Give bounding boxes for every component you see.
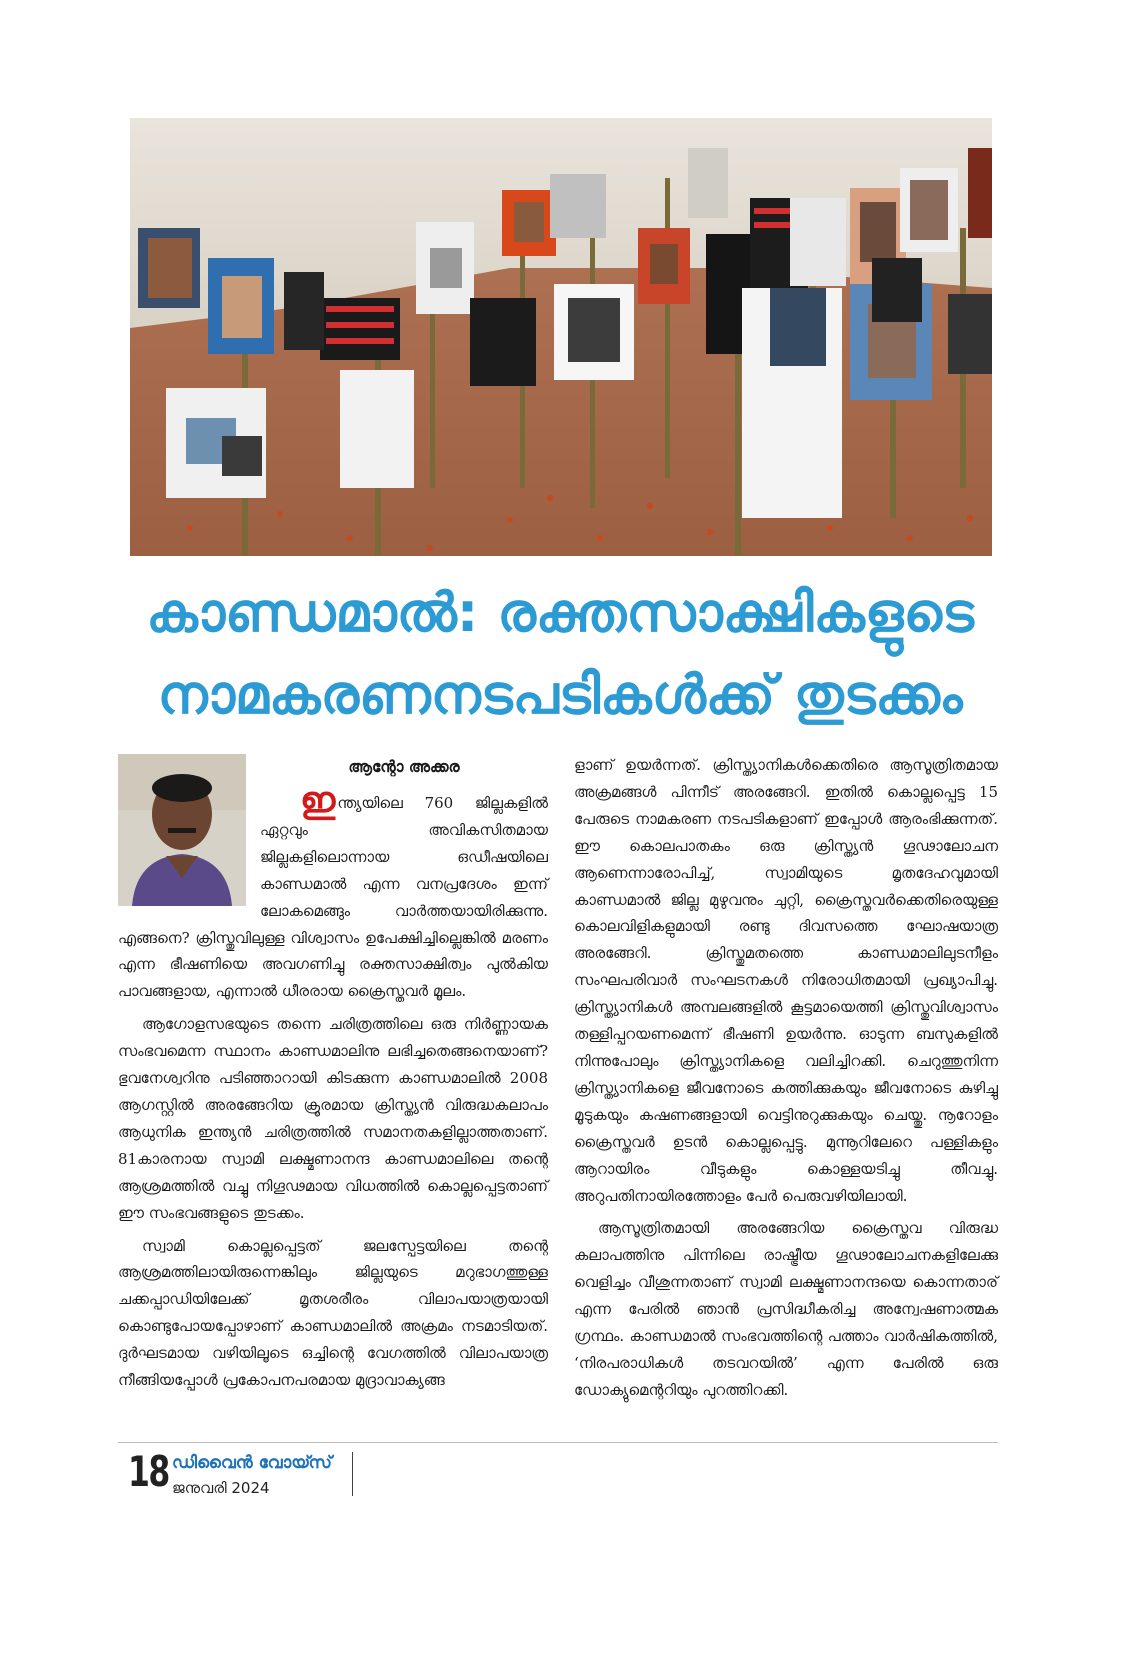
hero-photo [130,118,992,556]
article-paragraph-5: ആസൂത്രിതമായി അരങ്ങേറിയ ക്രൈസ്തവ വിരുദ്ധ കലാപത്തിനു പിന്നിലെ രാഷ്ട്രീയ ഗൂഢാലോചനകളിലേക്കു വെളിച്ചം വീശുന്നതാണ് സ്വാമി ലക്ഷ്മണാനന്ദയെ കൊന്നതാര് എന്ന പേരിൽ ഞാൻ പ്രസിദ്ധീകരിച്ച അന്വേഷണാത്മക ഗ്രന്ഥം. കാണ്ഡമാൽ സംഭവത്തിന്റെ പത്താം വാർഷികത്തിൽ, ‘നിരപരാധികൾ തടവറയിൽ’ എന്ന പേരിൽ ഒരു ഡോക്യുമെന്ററിയും പുറത്തിറക്കി. [574,1219,998,1399]
publication-name: ഡിവൈൻ വോയ്സ് [172,1453,332,1473]
article-column-left [118,752,548,1394]
article-column-right [574,752,998,1404]
drop-cap: ഇ [300,780,336,821]
footer-divider [118,1442,998,1443]
author-portrait [118,754,246,906]
headline-line-2: നാമകരണനടപടികൾക്ക് തുടക്കം [157,663,963,726]
page-number: 18 [128,1447,169,1496]
memorial-photo-illustration [130,118,992,556]
author-photo [118,754,246,906]
issue-date: ജനുവരി 2024 [172,1479,270,1497]
footer-vertical-rule [352,1452,353,1496]
article-headline [110,572,1010,736]
article-paragraph-4: ളാണ് ഉയർന്നത്. ക്രിസ്ത്യാനികൾക്കെതിരെ ആസൂത്രിതമായ അക്രമങ്ങൾ പിന്നീട് അരങ്ങേറി. ഇതിൽ കൊല്ലപ്പെട്ട 15 പേരുടെ നാമകരണ നടപടികളാണ് ഇപ്പോൾ ആരംഭിക്കുന്നത്. ഈ കൊലപാതകം ഒരു ക്രിസ്ത്യൻ ഗൂഢാലോചന ആണെന്നാരോപിച്ച്, സ്വാമിയുടെ മൃതദേഹവുമായി കാണ്ഡമാൽ ജില്ല മുഴുവനും ചുറ്റി, ക്രൈസ്തവർക്കെതിരെയുള്ള കൊലവിളികളുമായി രണ്ടു ദിവസത്തെ ഘോഷയാത്ര അരങ്ങേറി. ക്രിസ്തുമതത്തെ കാണ്ഡമാലിലുടനീളം സംഘപരിവാർ സംഘടനകൾ നിരോധിതമായി പ്രഖ്യാപിച്ചു. ക്രിസ്ത്യാനികൾ അമ്പലങ്ങളിൽ കൂട്ടമായെത്തി ക്രിസ്തുവിശ്വാസം തള്ളിപ്പറയണമെന്ന് ഭീഷണി ഉയർന്നു. ഓടുന്ന ബസുകളിൽ നിന്നുപോലും ക്രിസ്ത്യാനികളെ വലിച്ചിറക്കി. ചെറുത്തുനിന്ന ക്രിസ്ത്യാനികളെ ജീവനോടെ കത്തിക്കുകയും ജീവനോടെ കുഴിച്ചു മൂടുകയും കഷണങ്ങളായി വെട്ടിനുറുക്കുകയും ചെയ്തു. നൂറോളം ക്രൈസ്തവർ ഉടൻ കൊല്ലപ്പെട്ടു. മുന്നൂറിലേറെ പള്ളികളും ആറായിരം വീടുകളും കൊള്ളയടിച്ചു തീവച്ചു. അറുപതിനായിരത്തോളം പേർ പെരുവഴിയിലായി. [574,756,998,1205]
article-paragraph-3: സ്വാമി കൊല്ലപ്പെട്ടത് ജലസ്പേട്ടയിലെ തന്റെ ആശ്രമത്തിലായിരുന്നെങ്കിലും ജില്ലയുടെ മറുഭാഗത്തുള്ള ചക്കപ്പാഡിയിലേക്ക് മൃതശരീരം വിലാപയാത്രയായി കൊണ്ടുപോയപ്പോഴാണ് കാണ്ഡമാലിൽ അക്രമം നടമാടിയത്. ദുർഘടമായ വഴിയിലൂടെ ഒച്ചിന്റെ വേഗത്തിൽ വിലാപയാത്ര നീങ്ങിയപ്പോൾ പ്രകോപനപരമായ മുദ്രാവാക്യങ്ങ [118,1236,548,1390]
intro-text: ന്ത്യയിലെ 760 ജില്ലകളിൽ ഏറ്റവും അവികസിതമായ ജില്ലകളിലൊന്നായ ഒഡീഷയിലെ കാണ്ഡമാൽ എന്ന വനപ്രദേശം ഇന്ന് ലോകമെങ്ങും വാർത്തയായിരിക്കുന്നു. എങ്ങനെ? ക്രിസ്തുവിലുള്ള വിശ്വാസം ഉപേക്ഷിച്ചില്ലെങ്കിൽ മരണം എന്ന ഭീഷണിയെ അവഗണിച്ചു രക്തസാക്ഷിത്വം പുൽകിയ പാവങ്ങളായ, എന്നാൽ ധീരരായ ക്രൈസ്തവർ മൂലം. [118,794,548,1001]
headline-line-1: കാണ്ഡമാൽ: രക്തസാക്ഷികളുടെ [146,581,974,644]
article-paragraph-2: ആഗോളസഭയുടെ തന്നെ ചരിത്രത്തിലെ ഒരു നിർണ്ണായക സംഭവമെന്ന സ്ഥാനം കാണ്ഡമാലിനു ലഭിച്ചതെങ്ങനെയാണ്? ഭുവനേശ്വറിനു പടിഞ്ഞാറായി കിടക്കുന്ന കാണ്ഡമാലിൽ 2008 ആഗസ്റ്റിൽ അരങ്ങേറിയ ക്രൂരമായ ക്രിസ്ത്യൻ വിരുദ്ധകലാപം ആധുനിക ഇന്ത്യൻ ചരിത്രത്തിൽ സമാനതകളില്ലാത്തതാണ്. 81കാരനായ സ്വാമി ലക്ഷ്മണാനന്ദ കാണ്ഡമാലിലെ തന്റെ ആശ്രമത്തിൽ വച്ചു നിഗൂഢമായ വിധത്തിൽ കൊല്ലപ്പെട്ടതാണ് ഈ സംഭവങ്ങളുടെ തുടക്കം. [118,1015,548,1222]
author-byline: ആന്റോ അക്കര [348,758,460,776]
